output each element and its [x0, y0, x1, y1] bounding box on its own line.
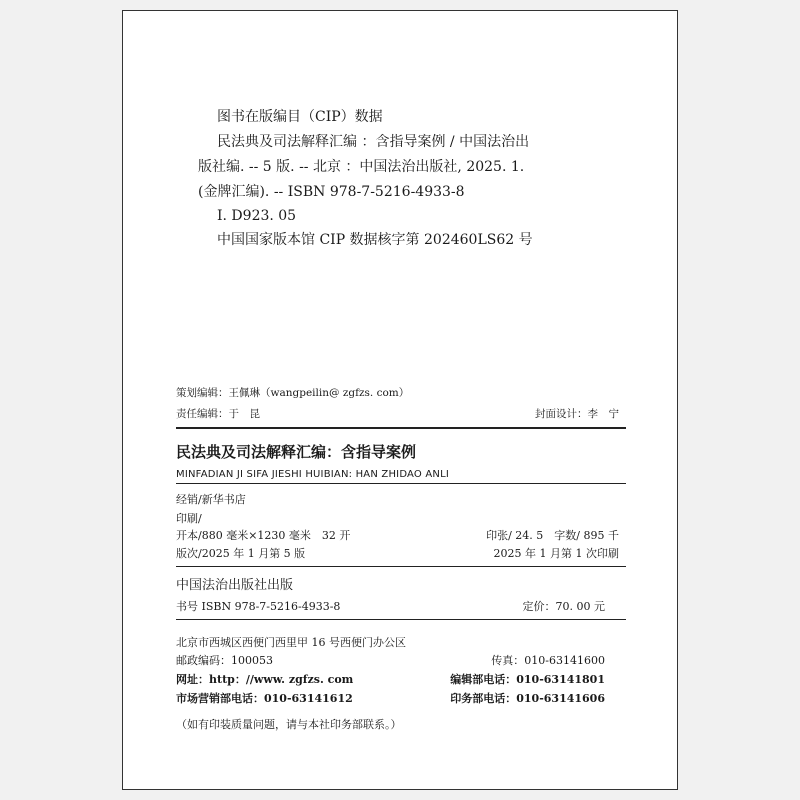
address: 北京市西城区西便门西里甲 16 号西便门办公区: [176, 636, 406, 649]
quality-note: （如有印装质量问题，请与本社印务部联系。）: [176, 718, 402, 731]
cip-classification: Ⅰ. D923. 05: [217, 208, 297, 224]
fax: 传真：010-63141600: [491, 654, 605, 667]
distribution: 经销/新华书店: [176, 493, 246, 506]
publisher-name: 中国法治出版社出版: [176, 578, 294, 593]
price: 定价：70. 00 元: [522, 600, 605, 613]
print-run: 2025 年 1 月第 1 次印刷: [493, 547, 619, 560]
website: 网址：http：//www. zgfzs. com: [176, 673, 354, 686]
copyright-page: [122, 10, 678, 790]
marketing-phone: 市场营销部电话：010-63141612: [176, 692, 353, 705]
divider-publisher: [176, 619, 626, 620]
edition: 版次/2025 年 1 月第 5 版: [176, 547, 306, 560]
postal-code: 邮政编码：100053: [176, 654, 273, 667]
cip-line-2: 版社编. -- 5 版. -- 北京 ：中国法治出版社, 2025. 1.: [198, 159, 525, 175]
cip-line-3: (金牌汇编). -- ISBN 978-7-5216-4933-8: [198, 184, 465, 200]
cip-heading: 图书在版编目（CIP）数据: [217, 109, 383, 125]
divider-top: [176, 427, 626, 429]
editorial-phone: 编辑部电话：010-63141801: [450, 673, 605, 686]
cip-record-number: 中国国家版本馆 CIP 数据核字第 202460LS62 号: [217, 232, 533, 248]
cover-designer: 封面设计：李 宁: [535, 408, 619, 420]
sheets-words: 印张/ 24. 5 字数/ 895 千: [486, 529, 619, 542]
divider-title: [176, 483, 626, 484]
book-title: 民法典及司法解释汇编：含指导案例: [176, 443, 417, 461]
divider-specs: [176, 566, 626, 567]
printing: 印刷/: [176, 512, 202, 525]
responsible-editor: 责任编辑：于 昆: [176, 408, 260, 420]
cip-line-1: 民法典及司法解释汇编 ：含指导案例 / 中国法治出: [217, 134, 530, 150]
printing-phone: 印务部电话：010-63141606: [450, 692, 605, 705]
planning-editor: 策划编辑：王佩琳（wangpeilin@ zgfzs. com）: [176, 387, 410, 399]
isbn: 书号 ISBN 978-7-5216-4933-8: [176, 600, 341, 613]
format: 开本/880 毫米×1230 毫米 32 开: [176, 529, 351, 542]
book-title-pinyin: MINFADIAN JI SIFA JIESHI HUIBIAN: HAN ZHIDAO ANLI: [176, 469, 450, 480]
